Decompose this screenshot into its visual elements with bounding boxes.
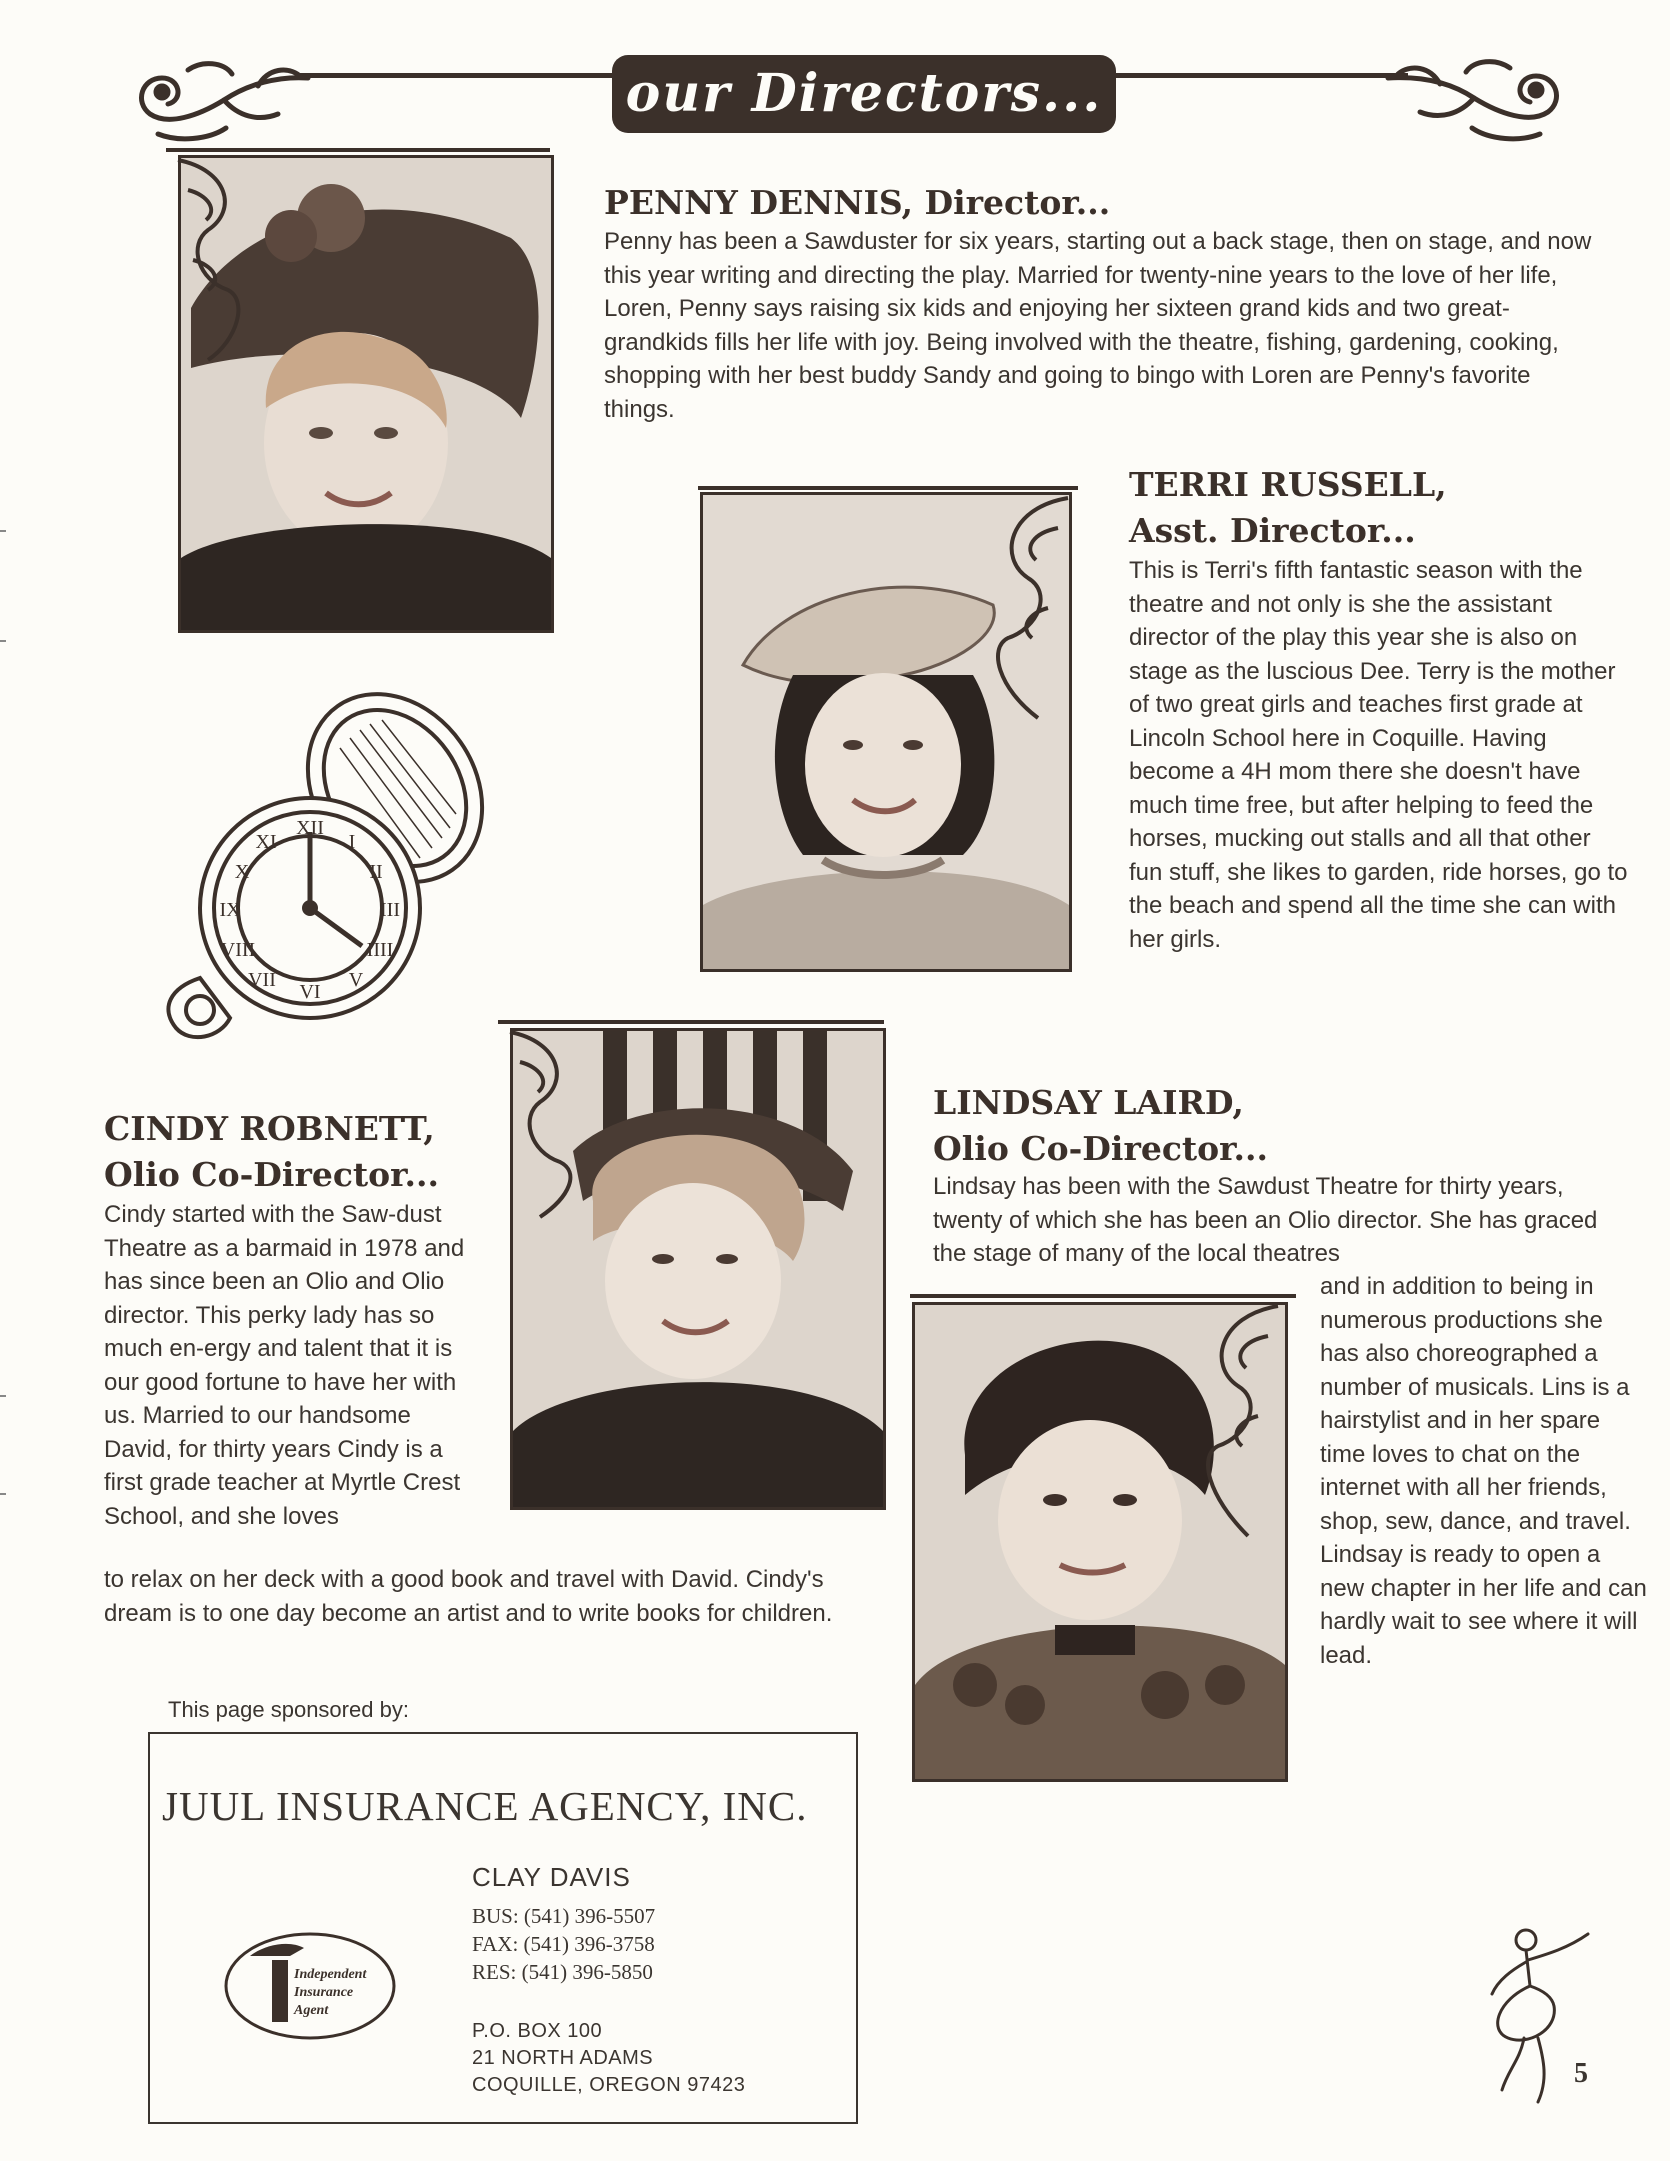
director-bio-cindy-narrow: Cindy started with the Saw-dust Theatre as a barmaid in 1978 and has since been an Olio and Olio director. This perky lady has so much en-ergy and talent that it is our good fortune to have her with us. Married to our handsome David, for thirty years Cindy is a first grade teacher at Myrtle Crest School, and she loves bbox=[104, 1201, 465, 1530]
director-name-penny: PENNY DENNIS, Director... bbox=[604, 183, 1111, 222]
phone-res: RES: (541) 396-5850 bbox=[472, 1960, 653, 1984]
acanthus-ornament-icon bbox=[968, 488, 1078, 728]
director-name-lindsay-line1: LINDSAY LAIRD, bbox=[933, 1083, 1244, 1122]
binder-mark bbox=[0, 1395, 6, 1397]
acanthus-ornament-icon bbox=[1178, 1296, 1288, 1546]
contact-address bbox=[472, 2018, 745, 2099]
binder-mark bbox=[0, 1493, 6, 1495]
binder-mark bbox=[0, 640, 6, 642]
address-city: COQUILLE, OREGON 97423 bbox=[472, 2074, 746, 2096]
svg-text:V: V bbox=[348, 969, 364, 991]
address-po-box: P.O. BOX 100 bbox=[472, 2020, 603, 2042]
sponsor-ad bbox=[148, 1732, 858, 2124]
svg-text:IIII: IIII bbox=[366, 939, 394, 961]
scroll-ornament-right-icon bbox=[1380, 52, 1570, 148]
director-bio-penny: Penny has been a Sawduster for six years, starting out a back stage, then on stage, and now this year writing and directing the play. Married for twenty-nine years to the love of her life, Loren, Penny says raising six kids and enjoying her sixteen grand kids and two great-grandkids fills her life with joy. Being involved with the theatre, fishing, gardening, cooking, shopping with her best buddy Sandy and going to bingo with Loren are Penny's favorite things. bbox=[604, 228, 1592, 423]
contact-name: CLAY DAVIS bbox=[472, 1862, 631, 1892]
address-street: 21 NORTH ADAMS bbox=[472, 2047, 654, 2069]
page-number: 5 bbox=[1574, 2058, 1588, 2089]
svg-text:Agent: Agent bbox=[294, 2003, 329, 2018]
banner-rule-left bbox=[300, 73, 620, 78]
scroll-ornament-left-icon bbox=[128, 56, 318, 148]
sponsor-label: This page sponsored by: bbox=[168, 1697, 409, 1722]
acanthus-ornament-icon bbox=[168, 150, 258, 370]
svg-text:VI: VI bbox=[299, 981, 321, 1003]
independent-insurance-agent-logo-icon bbox=[220, 1926, 400, 2042]
director-bio-terri: This is Terri's fifth fantastic season with the theatre and not only is she the assistant director of the play this year she is also on stage as the luscious Dee. Terry is the mother of two great girls and teaches first grade at Lincoln School here in Coquille. Having become a 4H mom there she doesn't have much time free, but after helping to feed the horses, mucking out stalls and all that other fun stuff, she likes to garden, ride horses, go to the beach and spend all the time she can with her girls. bbox=[1129, 557, 1628, 953]
page-title: our Directors... bbox=[612, 55, 1116, 133]
svg-text:VIII: VIII bbox=[220, 939, 256, 961]
director-name-cindy-line1: CINDY ROBNETT, bbox=[104, 1109, 435, 1148]
svg-text:X: X bbox=[234, 861, 250, 883]
binder-mark bbox=[0, 530, 6, 532]
acanthus-ornament-icon bbox=[500, 1022, 600, 1222]
director-bio-lindsay-narrow: and in addition to being in numerous productions she has also choreographed a number of musicals. Lins is a hairstylist and in her spare time loves to chat on the internet with all her friends, shop, sew, dance, and travel. Lindsay is ready to open a new chapter in her life and can hardly wait to see where it will lead. bbox=[1320, 1273, 1647, 1669]
director-title-cindy: Olio Co-Director... bbox=[104, 1155, 439, 1194]
director-bio-lindsay-wide: Lindsay has been with the Sawdust Theatre for thirty years, twenty of which she has been an Olio director. She has graced the stage of many of the local theatres bbox=[933, 1173, 1598, 1267]
svg-text:III: III bbox=[380, 899, 400, 921]
banner-rule-right bbox=[1108, 73, 1408, 78]
director-bio-cindy-wide: to relax on her deck with a good book and travel with David. Cindy's dream is to one day become an artist and to write books for children. bbox=[104, 1566, 833, 1627]
svg-text:XII: XII bbox=[296, 817, 324, 839]
phone-bus: BUS: (541) 396-5507 bbox=[472, 1904, 656, 1928]
phone-fax: FAX: (541) 396-3758 bbox=[472, 1932, 655, 1956]
director-title-terri: Asst. Director... bbox=[1129, 511, 1416, 550]
director-name-terri-line1: TERRI RUSSELL, bbox=[1129, 465, 1447, 504]
svg-text:VII: VII bbox=[248, 969, 276, 991]
agency-name: JUUL INSURANCE AGENCY, INC. bbox=[162, 1783, 808, 1829]
svg-text:I: I bbox=[348, 831, 356, 853]
svg-text:IX: IX bbox=[219, 899, 241, 921]
svg-text:XI: XI bbox=[255, 831, 277, 853]
svg-text:Insurance: Insurance bbox=[294, 1985, 354, 2000]
svg-text:II: II bbox=[369, 861, 383, 883]
svg-text:Independent: Independent bbox=[294, 1967, 367, 1982]
director-title-lindsay: Olio Co-Director... bbox=[933, 1129, 1268, 1168]
pocket-watch-icon bbox=[150, 688, 490, 1048]
contact-phones bbox=[472, 1902, 655, 1986]
